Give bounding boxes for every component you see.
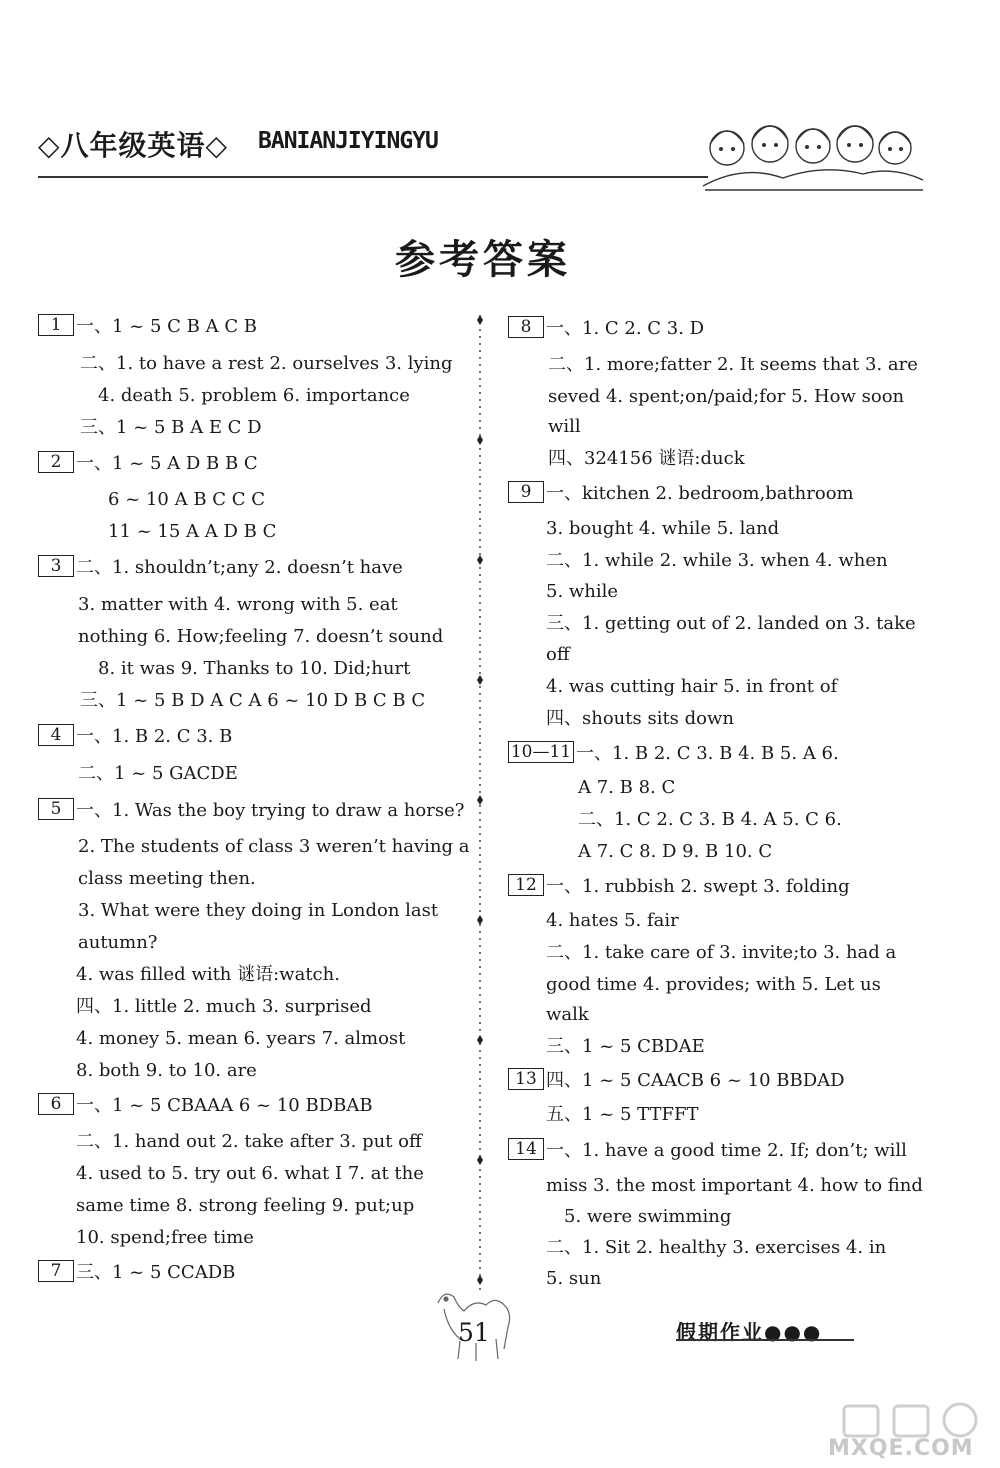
- answer-line: 4. used to 5. try out 6. what I 7. at the: [76, 1163, 424, 1184]
- answer-line: 二、1. more;fatter 2. It seems that 3. are: [548, 354, 918, 375]
- section-number-box: 3: [38, 555, 74, 577]
- answer-line: 4. money 5. mean 6. years 7. almost: [76, 1028, 406, 1049]
- section-number-box: 4: [38, 724, 74, 746]
- section-number-box: 8: [508, 316, 544, 338]
- answer-line: 14 一、1. have a good time 2. If; don’t; will: [508, 1140, 907, 1162]
- answer-line: same time 8. strong feeling 9. put;up: [76, 1195, 415, 1216]
- answer-line: 6 一、1 ~ 5 CBAAA 6 ~ 10 BDBAB: [38, 1095, 373, 1117]
- cartoon-children-illustration: [695, 116, 930, 194]
- answer-line: 5 一、1. Was the boy trying to draw a horse?: [38, 800, 464, 822]
- page-title: 参考答案: [395, 236, 571, 283]
- footer-label: 假期作业●●●: [676, 1320, 823, 1344]
- answer-line: 二、1. hand out 2. take after 3. put off: [76, 1131, 422, 1152]
- answer-line: 9 一、kitchen 2. bedroom,bathroom: [508, 483, 854, 505]
- answer-line: will: [548, 416, 581, 437]
- answer-line: A 7. C 8. D 9. B 10. C: [578, 841, 773, 862]
- answer-line: 三、1 ~ 5 CBDAE: [546, 1036, 705, 1057]
- section-number-box: 5: [38, 798, 74, 820]
- section-number-box: 9: [508, 481, 544, 503]
- answer-line: 4. was cutting hair 5. in front of: [546, 676, 838, 697]
- answer-line: 3. bought 4. while 5. land: [546, 518, 780, 539]
- answer-line: 10—11 一、1. B 2. C 3. B 4. B 5. A 6.: [508, 743, 839, 765]
- answer-line: 8. it was 9. Thanks to 10. Did;hurt: [98, 658, 411, 679]
- answer-line: 5. were swimming: [564, 1206, 732, 1227]
- answer-line: 12 一、1. rubbish 2. swept 3. folding: [508, 876, 850, 898]
- watermark-text: MXQE.COM: [828, 1436, 974, 1461]
- answer-line: 4. death 5. problem 6. importance: [98, 385, 410, 406]
- section-number-box: 1: [38, 314, 74, 336]
- answer-line: 2 一、1 ~ 5 A D B B C: [38, 453, 258, 475]
- section-number-box: 12: [508, 874, 544, 896]
- answer-line: miss 3. the most important 4. how to find: [546, 1175, 923, 1196]
- section-number-box: 13: [508, 1068, 544, 1090]
- answer-line: 三、1 ~ 5 B D A C A 6 ~ 10 D B C B C: [80, 690, 426, 711]
- answer-line: 4. hates 5. fair: [546, 910, 679, 931]
- answer-line: 三、1. getting out of 2. landed on 3. take: [546, 613, 916, 634]
- answer-line: 二、1. while 2. while 3. when 4. when: [546, 550, 888, 571]
- answer-line: 二、1. take care of 3. invite;to 3. had a: [546, 942, 897, 963]
- footer-rule: [676, 1339, 854, 1341]
- answer-line: seved 4. spent;on/paid;for 5. How soon: [548, 386, 905, 407]
- section-number-box: 6: [38, 1093, 74, 1115]
- answer-line: 4 一、1. B 2. C 3. B: [38, 726, 232, 748]
- section-number-box: 2: [38, 451, 74, 473]
- answer-line: 二、1. Sit 2. healthy 3. exercises 4. in: [546, 1237, 887, 1258]
- answer-line: class meeting then.: [78, 868, 256, 889]
- answer-line: 1 一、1 ~ 5 C B A C B: [38, 316, 257, 338]
- answer-line: good time 4. provides; with 5. Let us: [546, 974, 881, 995]
- header-rule: [38, 176, 708, 178]
- answer-line: 8. both 9. to 10. are: [76, 1060, 257, 1081]
- answer-line: 五、1 ~ 5 TTFFT: [546, 1104, 699, 1125]
- answer-line: 10. spend;free time: [76, 1227, 254, 1248]
- answer-line: 4. was filled with 谜语:watch.: [76, 964, 340, 985]
- section-number-box: 7: [38, 1260, 74, 1282]
- answer-line: 7 三、1 ~ 5 CCADB: [38, 1262, 235, 1284]
- answer-line: A 7. B 8. C: [578, 777, 676, 798]
- answer-line: autumn?: [78, 932, 158, 953]
- answer-line: 13 四、1 ~ 5 CAACB 6 ~ 10 BBDAD: [508, 1070, 845, 1092]
- answer-line: 四、shouts sits down: [546, 708, 734, 729]
- answer-line: 三、1 ~ 5 B A E C D: [80, 417, 262, 438]
- answer-line: 3 二、1. shouldn’t;any 2. doesn’t have: [38, 557, 403, 579]
- answer-line: 3. matter with 4. wrong with 5. eat: [78, 594, 398, 615]
- answer-line: off: [546, 644, 570, 665]
- answer-line: 四、324156 谜语:duck: [548, 448, 745, 469]
- header-pinyin: BANIANJIYINGYU: [258, 128, 438, 154]
- answer-line: 5. while: [546, 581, 619, 602]
- section-number-box: 10—11: [508, 741, 574, 763]
- answer-line: 二、1 ~ 5 GACDE: [78, 763, 238, 784]
- answer-line: 二、1. to have a rest 2. ourselves 3. lying: [80, 353, 453, 374]
- answer-line: 8 一、1. C 2. C 3. D: [508, 318, 704, 340]
- page-number: 51: [458, 1318, 490, 1347]
- answer-line: 2. The students of class 3 weren’t having a: [78, 836, 470, 857]
- header-title: ◇八年级英语◇: [38, 129, 229, 162]
- answer-line: 四、1. little 2. much 3. surprised: [76, 996, 372, 1017]
- answer-line: 5. sun: [546, 1268, 602, 1289]
- answer-line: 3. What were they doing in London last: [78, 900, 439, 921]
- section-number-box: 14: [508, 1138, 544, 1160]
- answer-line: 11 ~ 15 A A D B C: [108, 521, 277, 542]
- answer-line: nothing 6. How;feeling 7. doesn’t sound: [78, 626, 444, 647]
- column-divider: [476, 315, 484, 1290]
- answer-line: 6 ~ 10 A B C C C: [108, 489, 266, 510]
- answer-line: 二、1. C 2. C 3. B 4. A 5. C 6.: [578, 809, 842, 830]
- answer-line: walk: [546, 1004, 589, 1025]
